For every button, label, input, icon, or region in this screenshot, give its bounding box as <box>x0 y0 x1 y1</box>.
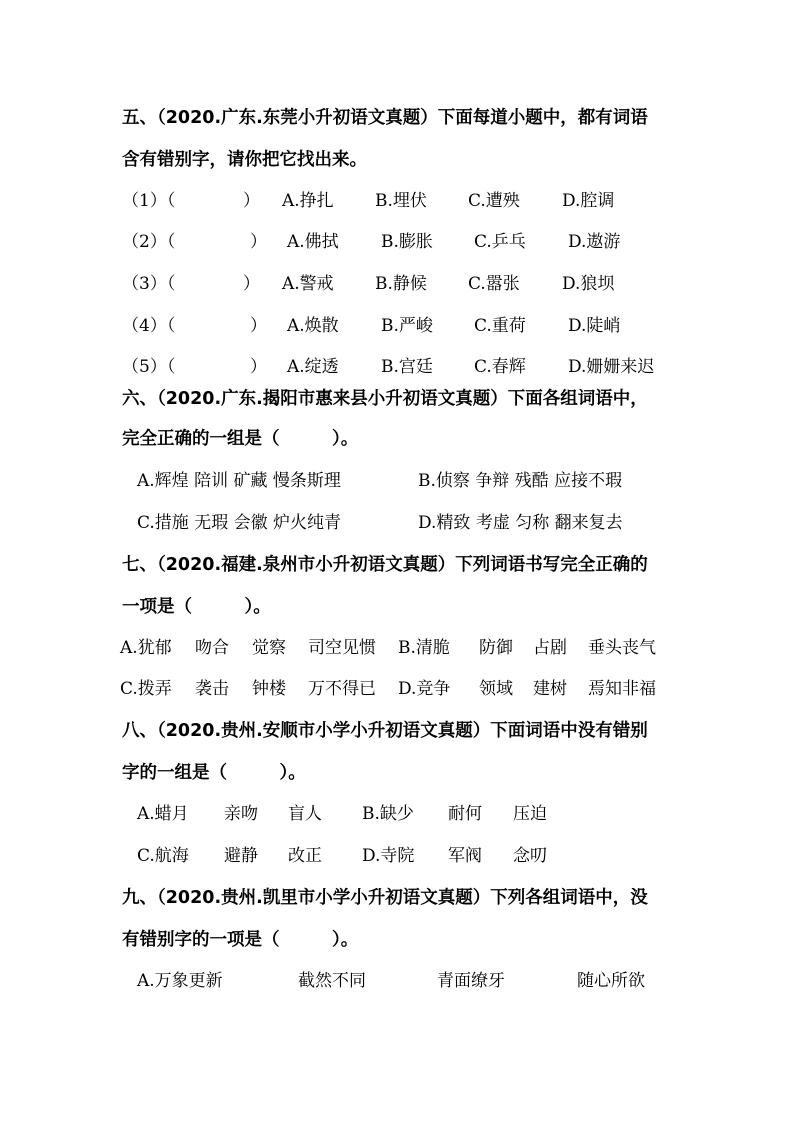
item-number: （4）（ <box>122 316 176 336</box>
answer-blank-close: ） <box>243 274 260 294</box>
section-7-heading-line2: 一项是（ ）。 <box>122 597 271 617</box>
section-8-heading-line1: 八、（2020.贵州.安顺市小学小升初语文真题）下面词语中没有错别 <box>122 721 648 741</box>
option-a-word-4: 随心所欲 <box>577 971 645 991</box>
section-9-heading-line2: 有错别字的一项是（ ）。 <box>122 930 359 950</box>
option-b: B.严峻 <box>381 316 433 336</box>
option-c: C.嚣张 <box>468 274 520 294</box>
option-a-word-3: 青面缭牙 <box>437 971 505 991</box>
option-b-word-3: 压迫 <box>513 804 547 824</box>
option-a-word-1: A.蜡月 <box>137 804 189 824</box>
item-number: （1）（ <box>122 191 176 211</box>
section-8-heading-line2: 字的一组是（ ）。 <box>122 763 306 783</box>
option-a: A.焕散 <box>287 316 339 336</box>
option-c-word-1: C.拨弄 <box>120 679 172 699</box>
option-b-word-4: 垂头丧气 <box>588 638 656 658</box>
option-b-word-2: 耐何 <box>448 804 482 824</box>
option-b-word-3: 占剧 <box>533 638 567 658</box>
option-b: B.膨胀 <box>381 232 433 252</box>
option-c-word-2: 避静 <box>224 846 258 866</box>
option-d: D.腔调 <box>562 191 615 211</box>
option-b: B.静候 <box>375 274 427 294</box>
option-c: C.遭殃 <box>468 191 520 211</box>
option-d-word-2: 军阀 <box>448 846 482 866</box>
section-6-option-d: D.精致 考虚 匀称 翻来复去 <box>418 513 623 533</box>
section-6-heading-line2: 完全正确的一组是（ ）。 <box>122 429 359 449</box>
option-a-word-1: A.犹郁 <box>120 638 172 658</box>
option-a-word-3: 盲人 <box>288 804 322 824</box>
option-b: B.埋伏 <box>375 191 427 211</box>
option-a: A.绽透 <box>287 357 339 377</box>
option-a-word-2: 截然不同 <box>298 971 366 991</box>
section-5-heading-line1: 五、（2020.广东.东莞小升初语文真题）下面每道小题中，都有词语 <box>122 108 648 128</box>
option-d-word-4: 焉知非福 <box>588 679 656 699</box>
item-number: （2）（ <box>122 232 176 252</box>
section-6-heading-line1: 六、（2020.广东.揭阳市惠来县小升初语文真题）下面各组词语中， <box>122 389 648 409</box>
option-c-word-2: 袭击 <box>195 679 229 699</box>
option-d: D.遨游 <box>568 232 621 252</box>
option-c: C.重荷 <box>474 316 526 336</box>
option-d-word-1: D.竞争 <box>398 679 451 699</box>
option-c: C.春辉 <box>474 357 526 377</box>
option-a-word-2: 吻合 <box>195 638 229 658</box>
option-c-word-3: 钟楼 <box>252 679 286 699</box>
section-9-heading-line1: 九、（2020.贵州.凯里市小学小升初语文真题）下列各组词语中，没 <box>122 888 648 908</box>
section-6-option-c: C.措施 无瑕 会徽 炉火纯青 <box>137 513 342 533</box>
section-7-heading-line1: 七、（2020.福建.泉州市小升初语文真题）下列词语书写完全正确的 <box>122 555 648 575</box>
option-a-word-1: A.万象更新 <box>137 971 223 991</box>
option-d: D.狼坝 <box>562 274 615 294</box>
answer-blank-close: ） <box>243 191 260 211</box>
option-b-word-1: B.清脆 <box>398 638 450 658</box>
option-b-word-1: B.缺少 <box>362 804 414 824</box>
option-a-word-3: 觉察 <box>252 638 286 658</box>
option-a: A.佛拭 <box>287 232 339 252</box>
option-d-word-3: 建树 <box>533 679 567 699</box>
option-d: D.姗姗来迟 <box>568 357 655 377</box>
section-6-option-b: B.侦察 争辩 残酷 应接不瑕 <box>418 471 623 491</box>
section-6-option-a: A.辉煌 陪训 矿藏 慢条斯理 <box>137 471 341 491</box>
section-5-heading-line2: 含有错别字，请你把它找出来。 <box>122 150 367 170</box>
item-number: （5）（ <box>122 357 176 377</box>
option-a-word-4: 司空见惯 <box>308 638 376 658</box>
option-a: A.警戒 <box>282 274 334 294</box>
answer-blank-close: ） <box>250 232 267 252</box>
option-d: D.陡峭 <box>568 316 621 336</box>
item-number: （3）（ <box>122 274 176 294</box>
option-a: A.挣扎 <box>282 191 334 211</box>
option-b: B.宫廷 <box>381 357 433 377</box>
answer-blank-close: ） <box>250 357 267 377</box>
option-d-word-1: D.寺院 <box>362 846 415 866</box>
option-a-word-2: 亲吻 <box>224 804 258 824</box>
option-c-word-4: 万不得已 <box>308 679 376 699</box>
option-c-word-1: C.航海 <box>137 846 189 866</box>
option-d-word-2: 领域 <box>479 679 513 699</box>
option-c: C.乒乓 <box>474 232 526 252</box>
option-c-word-3: 改正 <box>288 846 322 866</box>
option-d-word-3: 念叨 <box>513 846 547 866</box>
option-b-word-2: 防御 <box>479 638 513 658</box>
answer-blank-close: ） <box>250 316 267 336</box>
